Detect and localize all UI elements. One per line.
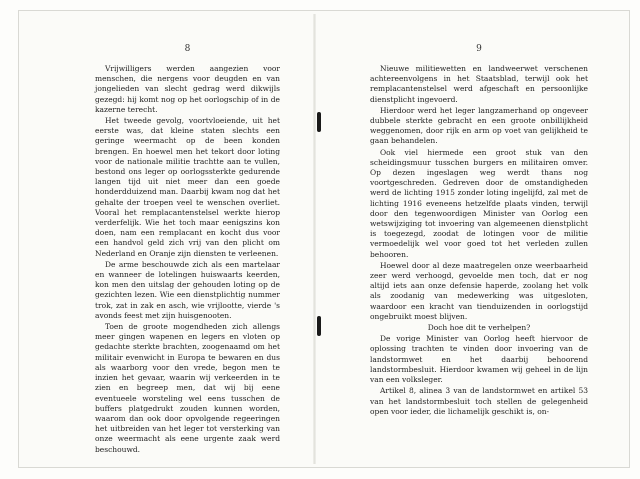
paragraph: De vorige Minister van Oorlog heeft hiervoor de oplossing trachten te vinden door invoering van de landstormwet en het daarbij behoorend landstormbesluit. Hierdoor kwamen wij geheel in de lijn van een volksleger.: [370, 334, 588, 385]
left-page: [95, 0, 280, 479]
paragraph: De arme beschouwde zich als een martelaar en wanneer de lotelingen huiswaarts keerden, kon men den uitslag der gehouden loting op de gezichten lezen. Wie een dienstplichtig nummer trok, zat in zak en asch, wie vrijlootte, vierde 's avonds feest met zijn huisgenooten.: [95, 259, 280, 320]
page-number: 9: [476, 44, 482, 54]
paragraph: Doch hoe dit te verhelpen?: [427, 323, 531, 333]
staple-top: [317, 112, 321, 132]
page-body: [95, 64, 280, 456]
paragraph: Hoewel door al deze maatregelen onze weerbaarheid zeer werd verhoogd, gevoelde men toch, dat er nog altijd iets aan onze defensie haperde, zoolang het volk als zoodanig van medewerking was uitgesloten, waardoor een kracht van tienduizenden in oorlogstijd ongebruikt moest blijven.: [370, 260, 588, 321]
paragraph: Vrijwilligers werden aangezien voor menschen, die nergens voor deugden en van jongelieden van slecht gedrag werd dikwijls gezegd: hij komt nog op het oorlogschip of in de kazerne terecht.: [95, 64, 280, 114]
paragraph: Artikel 8, alinea 3 van de landstormwet en artikel 53 van het landstormbesluit toch stellen de gelegenheid open voor ieder, die lichamelijk geschikt is, on-: [370, 386, 588, 416]
page-number: 8: [184, 44, 191, 54]
staple-bottom: [317, 316, 321, 336]
paragraph: Nieuwe militiewetten en landweerwet verschenen achtereenvolgens in het Staatsblad, terwijl ook het remplacantenstelsel werd afgeschaft en persoonlijke dienstplicht ingevoerd.: [370, 64, 588, 104]
binding-fold: [313, 14, 316, 464]
page-body: [370, 64, 588, 418]
paragraph: Toen de groote mogendheden zich allengs meer gingen wapenen en legers en vloten op gedachte sterkte brachten, zoogenaamd om het militair evenwicht in Europa te bewaren en dus als waarborg voor den vrede, begon men te inzien het gevaar, waarin wij verkeerden in te zien en begreep men, dat wij bij eene eventueele worsteling wel eens tusschen de buffers platgedrukt zouden kunnen worden, waarom dan ook door opvolgende regeeringen het uitbreiden van het leger tot versterking van onze weermacht als eene urgente zaak werd beschouwd.: [95, 322, 280, 454]
paragraph: Ook viel hiermede een groot stuk van den scheidingsmuur tusschen burgers en militairen omver. Op dezen ingeslagen weg werdt thans nog voortgeschreden. Gedreven door de omstandigheden werd de lichting 1915 zonder loting ingelijfd, zal met de lichting 1916 eveneens hetzelfde plaats vinden, terwijl door den tegenwoordigen Minister van Oorlog een wetswijziging tot invoering van algemeenen dienstplicht is toegezegd, zoodat de lotingen voor de militie vermoedelijk wel voor goed tot het verleden zullen behooren.: [370, 147, 588, 259]
paragraph: Het tweede gevolg, voortvloeiende, uit het eerste was, dat kleine staten slechts een geringe weermacht op de been konden brengen. En hoewel men het tekort door loting voor de nationale militie trachtte aan te vullen, bestond ons leger op oorlogssterkte gedurende langen tijd uit niet meer dan een goede honderdduizend man. Daarbij kwam nog dat het gehalte der troepen veel te wenschen overliet. Vooral het remplacantenstelsel werkte hierop verderfelijk. Wie het toch maar eenigszins kon doen, nam een remplacant en kocht dus voor een handvol geld zich vrij van den plicht om Nederland en Oranje zijn diensten te verleenen.: [95, 116, 280, 258]
paragraph: Hierdoor werd het leger langzamerhand op ongeveer dubbele sterkte gebracht en een groote onbillijkheid weggenomen, door rijk en arm op voet van gelijkheid te gaan behandelen.: [370, 105, 588, 146]
right-page: [370, 0, 588, 479]
